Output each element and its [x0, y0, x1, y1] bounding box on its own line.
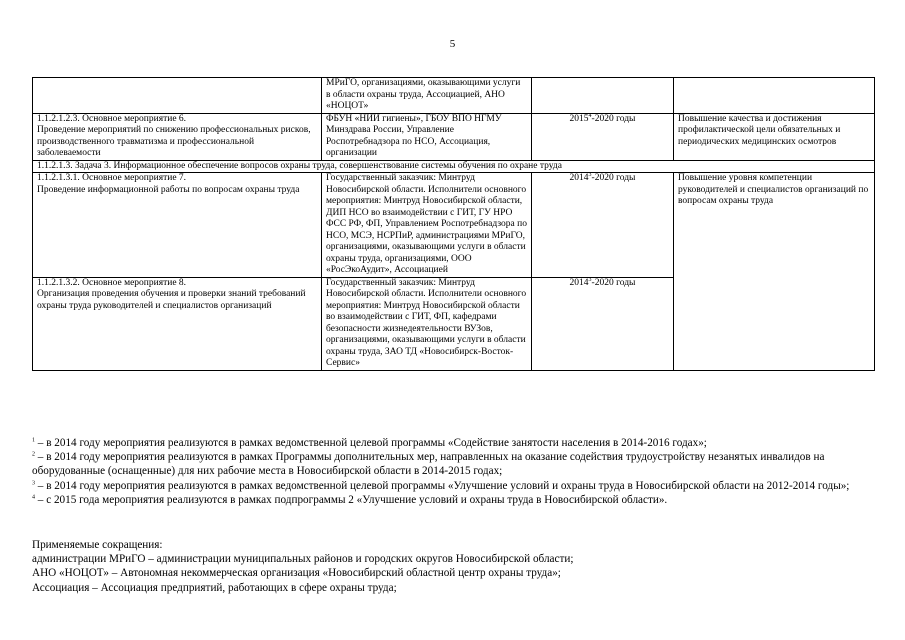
cell-period — [532, 277, 674, 370]
footnote — [32, 479, 875, 493]
footnote-ref: 4 — [588, 112, 592, 119]
abbreviation-item: администрации МРиГО – администрации муниципальных районов и городских округов Новосибирской области; — [32, 553, 574, 566]
period-start: 2014 — [569, 277, 589, 288]
footnote-number: 2 — [32, 451, 35, 458]
measure-title: 1.1.2.1.3.1. Основное мероприятие 7. — [37, 173, 187, 183]
period-end: -2020 годы — [591, 113, 636, 124]
abbreviations-heading: Применяемые сокращения: — [32, 539, 163, 551]
abbreviation-item: АНО «НОЦОТ» – Автономная некоммерческая организация «Новосибирский областной центр охраны труда»; — [32, 567, 561, 580]
footnote-number: 3 — [32, 479, 35, 486]
period-end: -2020 годы — [591, 277, 636, 288]
footnote — [32, 436, 875, 450]
cell-result: Повышение уровня компетенции руководителей и специалистов организаций по вопросам охраны труда — [674, 173, 875, 371]
cell-executors: ФБУН «НИИ гигиены», ГБОУ ВПО НГМУ Минздрава России, Управление Роспотребнадзора по НСО, Ассоциация, организации — [322, 113, 532, 160]
measure-description: Проведение информационной работы по вопросам охраны труда — [37, 184, 300, 195]
cell-period — [532, 78, 674, 114]
measure-title: 1.1.2.1.2.3. Основное мероприятие 6. — [37, 113, 187, 124]
task-heading: 1.1.2.1.3. Задача 3. Информационное обеспечение вопросов охраны труда, совершенствование системы обучения по охране труда — [33, 160, 875, 173]
footnote-text: – в 2014 году мероприятия реализуются в рамках ведомственной целевой программы «Содействие занятости населения в 2014-2016 годах»; — [35, 437, 707, 449]
cell-result: Повышение качества и достижения профилактической цели обязательных и периодических медицинских осмотров — [674, 113, 875, 160]
measure-description: Организация проведения обучения и проверки знаний требований охраны труда руководителей и специалистов организаций — [37, 289, 306, 311]
footnotes — [32, 436, 875, 507]
measure-title: 1.1.2.1.3.2. Основное мероприятие 8. — [37, 277, 187, 288]
period-start: 2015 — [569, 113, 589, 124]
period-start: 2014 — [569, 173, 589, 183]
cell-result — [674, 78, 875, 114]
table-row-measure-6 — [33, 113, 875, 160]
cell-measure — [33, 113, 322, 160]
measures-table — [32, 77, 875, 371]
page-number: 5 — [449, 38, 456, 50]
cell-executors: Государственный заказчик: Минтруд Новосибирской области. Исполнители основного мероприятия: Минтруд Новосибирской области во взаимодействии с ГИТ, ФП, кафедрами безопасности жизнедеятельности ВУЗов, организациями, оказывающими услуги в области охраны труда, ЗАО ТД «Новосибирск-Восток-Сервис» — [322, 277, 532, 370]
footnote — [32, 450, 875, 478]
footnote-number: 1 — [32, 437, 35, 444]
footnote-text: – в 2014 году мероприятия реализуются в рамках ведомственной целевой программы «Улучшение условий и охраны труда в Новосибирской области на 2012-2014 годы»; — [35, 479, 850, 492]
cell-measure — [33, 173, 322, 278]
period-end: -2020 годы — [591, 173, 636, 183]
table-row-task-3 — [33, 160, 875, 173]
table-row-measure-7 — [33, 173, 875, 278]
table-row-continuation — [33, 78, 875, 114]
footnote-text: – в 2014 году мероприятия реализуются в рамках Программы дополнительных мер, направленных на оказание содействия трудоустройству незанятых инвалидов на оборудованные (оснащенные) для них рабочие места в Новосибирской области в 2014-2015 годах; — [32, 451, 825, 478]
cell-period — [532, 113, 674, 160]
footnote-ref: 3 — [588, 171, 592, 178]
footnote-ref: 3 — [588, 276, 592, 283]
footnote-text: – с 2015 года мероприятия реализуются в рамках подпрограммы 2 «Улучшение условий и охраны труда в Новосибирской области». — [35, 493, 668, 506]
abbreviation-item: Ассоциация – Ассоциация предприятий, работающих в сфере охраны труда; — [32, 581, 397, 594]
footnote-number: 4 — [32, 494, 35, 501]
measure-description: Проведение мероприятий по снижению профессиональных рисков, производственного травматизма и профессиональной заболеваемости — [37, 125, 311, 158]
cell-executors: Государственный заказчик: Минтруд Новосибирской области. Исполнители основного мероприятия: Минтруд Новосибирской области, ДИП НСО во взаимодействии с ГИТ, ГУ НРО ФСС РФ, ФП, Управлением Роспотребнадзора по НСО, МСЭ, НСРПиР, администрациями МРиГО, организациями, оказывающими услуги в области охраны труда, организациями, ООО «РосЭкоАудит», Ассоциацией — [322, 173, 532, 278]
abbreviations — [32, 538, 875, 595]
cell-measure — [33, 277, 322, 370]
cell-period — [532, 173, 674, 278]
footnote — [32, 493, 875, 507]
cell-measure — [33, 78, 322, 114]
cell-executors: МРиГО, организациями, оказывающими услуги в области охраны труда, Ассоциацией, АНО «НОЦОТ» — [322, 78, 532, 114]
